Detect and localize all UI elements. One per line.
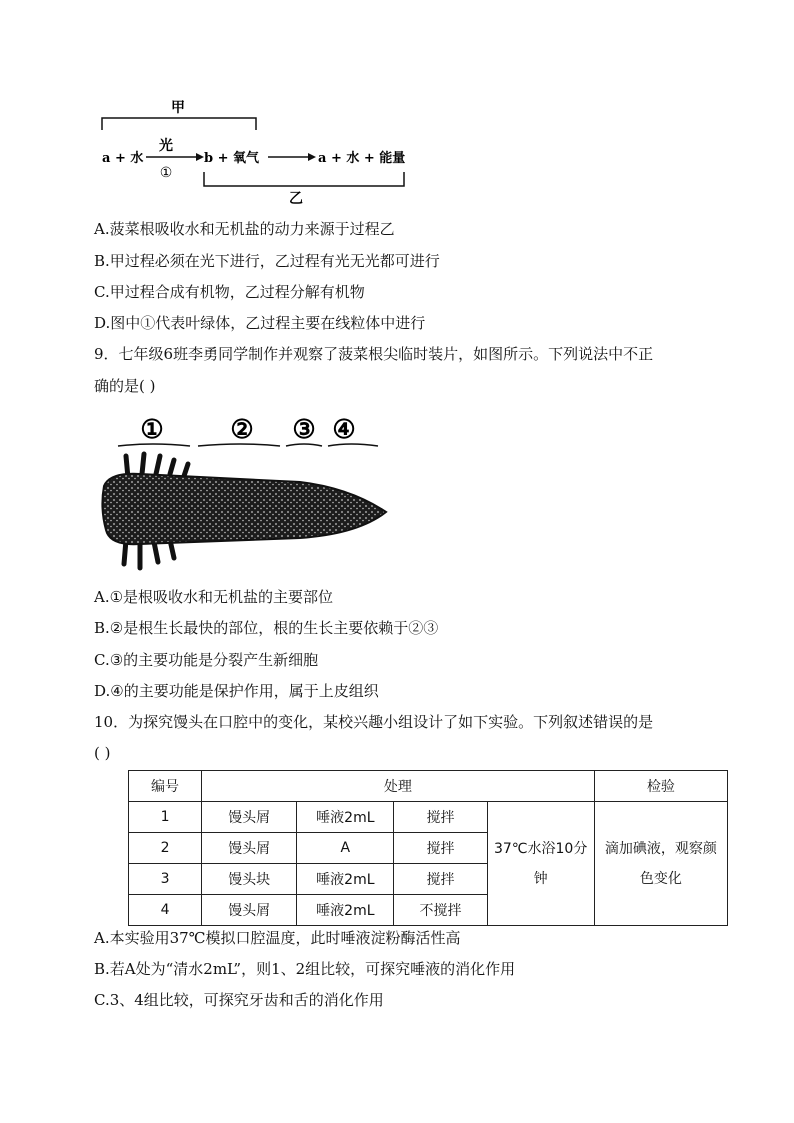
q8-option-a: A.菠菜根吸收水和无机盐的动力来源于过程乙 (94, 220, 395, 238)
root-body (102, 474, 386, 544)
cell-condition (487, 802, 594, 926)
zone-brace-line (118, 444, 378, 446)
cell-liquid: 唾液2mL (297, 895, 394, 926)
cell-stir: 搅拌 (394, 864, 487, 895)
q9-option-c: C.③的主要功能是分裂产生新细胞 (94, 651, 319, 669)
test-text: 滴加碘液，观察颜色变化 (604, 840, 717, 887)
cell-test (594, 802, 727, 926)
cell-material: 馒头屑 (202, 833, 297, 864)
header-test: 检验 (594, 771, 727, 802)
cell-material: 馒头屑 (202, 895, 297, 926)
cell-liquid: A (297, 833, 394, 864)
q10-option-c: C.3、4组比较，可探究牙齿和舌的消化作用 (94, 991, 384, 1009)
root-tip-image (100, 408, 390, 578)
left-expr: a + 水 (102, 151, 144, 166)
q8-option-d: D.图中①代表叶绿体，乙过程主要在线粒体中进行 (94, 314, 426, 332)
yi-bracket (204, 172, 404, 186)
cell-liquid: 唾液2mL (297, 864, 394, 895)
q9-option-a: A.①是根吸收水和无机盐的主要部位 (94, 588, 334, 606)
cell-stir: 搅拌 (394, 833, 487, 864)
arrow-2-head (308, 153, 316, 161)
zone-label-1: ① (140, 415, 164, 445)
q8-option-c: C.甲过程合成有机物，乙过程分解有机物 (94, 283, 365, 301)
jia-label: 甲 (171, 100, 185, 116)
mid-expr: b + 氧气 (204, 151, 260, 166)
zone-label-4: ④ (332, 415, 356, 445)
cell-stir: 不搅拌 (394, 895, 487, 926)
cell-liquid: 唾液2mL (297, 802, 394, 833)
q8-option-b: B.甲过程必须在光下进行，乙过程有光无光都可进行 (94, 252, 440, 270)
cell-number: 4 (129, 895, 202, 926)
q9-option-d: D.④的主要功能是保护作用，属于上皮组织 (94, 682, 379, 700)
arrow-1-head (196, 153, 204, 161)
cell-material: 馒头块 (202, 864, 297, 895)
table-header-row (129, 771, 728, 802)
cell-material: 馒头屑 (202, 802, 297, 833)
q10-option-b: B.若A处为“清水2mL”，则1、2组比较，可探究唾液的消化作用 (94, 960, 516, 978)
header-treatment: 处理 (202, 771, 595, 802)
q10-stem-line2: ( ) (94, 744, 111, 762)
q10-stem-line1: 10．为探究馒头在口腔中的变化，某校兴趣小组设计了如下实验。下列叙述错误的是 (94, 713, 654, 731)
jia-bracket (102, 118, 256, 130)
cell-number: 1 (129, 802, 202, 833)
q9-option-b: B.②是根生长最快的部位，根的生长主要依赖于②③ (94, 619, 439, 637)
cell-number: 3 (129, 864, 202, 895)
circle1-label: ① (159, 165, 173, 181)
guang-label: 光 (159, 138, 173, 154)
process-diagram (100, 98, 420, 208)
experiment-table (128, 770, 728, 926)
right-expr: a + 水 + 能量 (318, 151, 406, 166)
header-number: 编号 (129, 771, 202, 802)
yi-label: 乙 (289, 191, 303, 207)
cell-stir: 搅拌 (394, 802, 487, 833)
q9-stem-line1: 9．七年级6班李勇同学制作并观察了菠菜根尖临时装片，如图所示。下列说法中不正 (94, 345, 654, 363)
zone-label-3: ③ (292, 415, 316, 445)
q9-stem-line2: 确的是( ) (94, 377, 156, 395)
condition-text: 37℃水浴10分钟 (493, 840, 588, 887)
zone-label-2: ② (230, 415, 254, 445)
q10-option-a: A.本实验用37℃模拟口腔温度，此时唾液淀粉酶活性高 (94, 929, 461, 947)
table-row (129, 802, 728, 833)
cell-number: 2 (129, 833, 202, 864)
